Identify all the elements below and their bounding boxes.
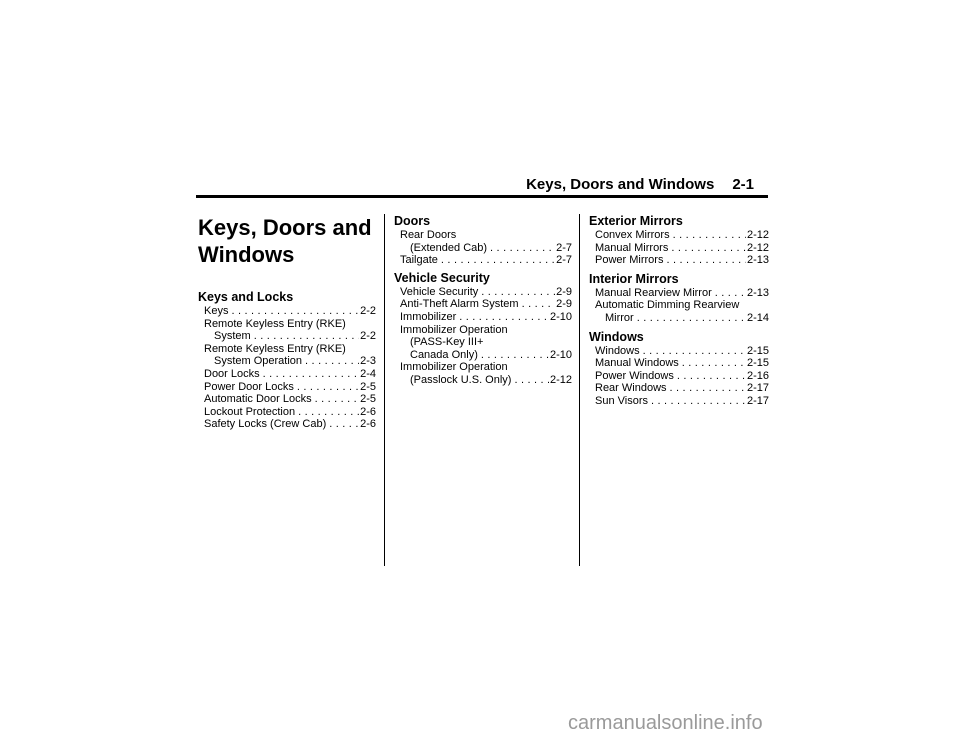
toc-page-number: 2-9 [556, 285, 572, 298]
toc-entry[interactable] [204, 381, 376, 394]
dot-leader [441, 254, 555, 267]
dot-leader [231, 305, 359, 318]
toc-entry-text: Vehicle Security [400, 285, 479, 298]
toc-entry-text: (Extended Cab) [410, 241, 488, 254]
toc-page-number: 2-6 [360, 405, 376, 418]
dot-leader [677, 370, 746, 383]
toc-entry[interactable] [400, 254, 572, 267]
dot-leader [666, 254, 746, 267]
toc-page-number: 2-2 [360, 305, 376, 317]
toc-page-number: 2-13 [746, 286, 769, 299]
toc-entry[interactable] [400, 229, 572, 254]
toc-entry-text: Windows [595, 344, 640, 357]
toc-section [589, 272, 769, 325]
dot-leader [670, 382, 746, 395]
toc-entry-list [394, 286, 572, 387]
dot-leader [715, 287, 746, 300]
toc-page-number: 2-17 [746, 382, 769, 395]
dot-leader [671, 242, 746, 255]
toc-page-number: 2-2 [360, 330, 376, 343]
toc-entry[interactable] [595, 345, 769, 358]
toc-entry-text: Power Door Locks [204, 380, 294, 393]
section-title: Windows [589, 329, 644, 344]
toc-entry-text: Immobilizer [400, 310, 457, 323]
toc-entry[interactable] [400, 286, 572, 299]
toc-section [589, 330, 769, 408]
toc-entry[interactable] [204, 418, 376, 431]
toc-entry-text: Power Windows [595, 369, 674, 382]
toc-page-number: 2-3 [360, 355, 376, 368]
toc-page-number: 2-12 [549, 373, 572, 386]
toc-entry[interactable] [400, 324, 572, 362]
toc-entry-text: Rear Windows [595, 382, 667, 395]
dot-leader [522, 298, 556, 311]
dot-leader [297, 381, 359, 394]
toc-entry[interactable] [204, 305, 376, 318]
toc-entry-text: Tailgate [400, 254, 438, 267]
toc-entry-text: Door Locks [204, 367, 260, 380]
toc-page-number: 2-4 [360, 367, 376, 380]
toc-page-number: 2-14 [746, 311, 769, 324]
dot-leader [263, 368, 359, 381]
toc-section [589, 214, 769, 267]
dot-leader [481, 286, 555, 299]
dot-leader [315, 393, 359, 406]
toc-entry-list [198, 305, 376, 431]
toc-entry[interactable] [595, 254, 769, 267]
toc-page-number: 2-15 [746, 344, 769, 357]
toc-entry[interactable] [595, 370, 769, 383]
toc-page-number: 2-7 [556, 241, 572, 254]
toc-entry-text: Safety Locks (Crew Cab) [204, 418, 327, 431]
toc-column-1 [198, 214, 376, 435]
toc-entry-text: Convex Mirrors [595, 229, 670, 241]
toc-entry-text: Lockout Protection [204, 405, 296, 418]
section-title: Exterior Mirrors [589, 214, 683, 228]
toc-page-number: 2-12 [746, 241, 769, 254]
toc-entry-list [589, 287, 769, 325]
toc-entry-list [394, 229, 572, 267]
toc-entry[interactable] [204, 368, 376, 381]
dot-leader [490, 242, 555, 255]
running-header [196, 176, 768, 198]
toc-entry-text: Mirror [605, 311, 634, 324]
toc-entry-text: Remote Keyless Entry (RKE) [204, 342, 346, 355]
toc-entry-text: Immobilizer Operation [400, 361, 508, 374]
chapter-title: Keys, Doors and Windows [198, 215, 372, 267]
toc-entry-text: Automatic Door Locks [204, 393, 312, 406]
dot-leader [481, 349, 549, 362]
dot-leader [329, 418, 359, 431]
toc-entry-text: Rear Doors [400, 229, 457, 241]
toc-entry-text: Manual Rearview Mirror [595, 286, 712, 299]
toc-entry[interactable] [204, 318, 376, 343]
toc-entry-text: Manual Mirrors [595, 241, 669, 254]
toc-entry[interactable] [595, 299, 769, 324]
toc-entry-text: Power Mirrors [595, 254, 664, 267]
toc-entry[interactable] [595, 395, 769, 408]
toc-entry-text: (PASS-Key III+ [410, 336, 484, 349]
toc-entry[interactable] [400, 298, 572, 311]
toc-section [198, 290, 376, 431]
toc-entry-text: Manual Windows [595, 357, 679, 370]
toc-entry[interactable] [400, 311, 572, 324]
dot-leader [514, 374, 549, 387]
toc-entry-text: Remote Keyless Entry (RKE) [204, 317, 346, 330]
toc-page-number: 2-5 [360, 393, 376, 406]
toc-entry[interactable] [400, 361, 572, 386]
toc-entry-text: Sun Visors [595, 394, 648, 407]
toc-entry-text: Immobilizer Operation [400, 323, 508, 336]
toc-page-number: 2-10 [549, 348, 572, 361]
column-divider [579, 214, 580, 566]
dot-leader [459, 311, 549, 324]
header-page-number: 2-1 [732, 176, 754, 193]
dot-leader [254, 330, 359, 343]
toc-column-3 [589, 214, 769, 413]
toc-page-number: 2-9 [556, 298, 572, 311]
toc-entry-text: (Passlock U.S. Only) [410, 373, 512, 386]
toc-page-number: 2-6 [360, 418, 376, 431]
section-title: Doors [394, 214, 431, 228]
dot-leader [643, 345, 746, 358]
toc-page-number: 2-10 [549, 310, 572, 323]
toc-entry[interactable] [204, 393, 376, 406]
dot-leader [305, 355, 359, 368]
toc-page-number: 2-15 [746, 357, 769, 370]
header-title: Keys, Doors and Windows [526, 176, 715, 193]
toc-page-number: 2-7 [556, 254, 572, 267]
toc-entry-text: System Operation [214, 355, 303, 368]
toc-entry-list [589, 229, 769, 267]
watermark: carmanualsonline.info [568, 712, 763, 734]
toc-entry-list [589, 345, 769, 408]
toc-entry-text: System [214, 330, 251, 343]
toc-entry-text: Anti-Theft Alarm System [400, 298, 519, 311]
toc-section [394, 214, 572, 267]
toc-page-number: 2-17 [746, 394, 769, 407]
dot-leader [682, 357, 746, 370]
toc-page-number: 2-16 [746, 369, 769, 382]
column-divider [384, 214, 385, 566]
dot-leader [298, 406, 359, 419]
toc-entry-text: Canada Only) [410, 348, 478, 361]
toc-section [394, 271, 572, 387]
toc-page-number: 2-5 [360, 380, 376, 393]
toc-entry-text: Automatic Dimming Rearview [595, 299, 740, 312]
toc-entry-text: Keys [204, 305, 229, 317]
toc-page-number: 2-13 [746, 254, 769, 267]
toc-entry[interactable] [595, 287, 769, 300]
toc-entry[interactable] [595, 242, 769, 255]
toc-entry[interactable] [595, 357, 769, 370]
toc-entry[interactable] [204, 406, 376, 419]
section-title: Vehicle Security [394, 270, 490, 285]
section-title: Keys and Locks [198, 290, 294, 304]
toc-column-2 [394, 214, 572, 391]
toc-entry[interactable] [204, 343, 376, 368]
dot-leader [673, 229, 746, 242]
toc-entry[interactable] [595, 229, 769, 242]
dot-leader [651, 395, 746, 408]
dot-leader [637, 312, 746, 325]
section-title: Interior Mirrors [589, 271, 679, 286]
toc-entry[interactable] [595, 382, 769, 395]
toc-page-number: 2-12 [746, 229, 769, 241]
